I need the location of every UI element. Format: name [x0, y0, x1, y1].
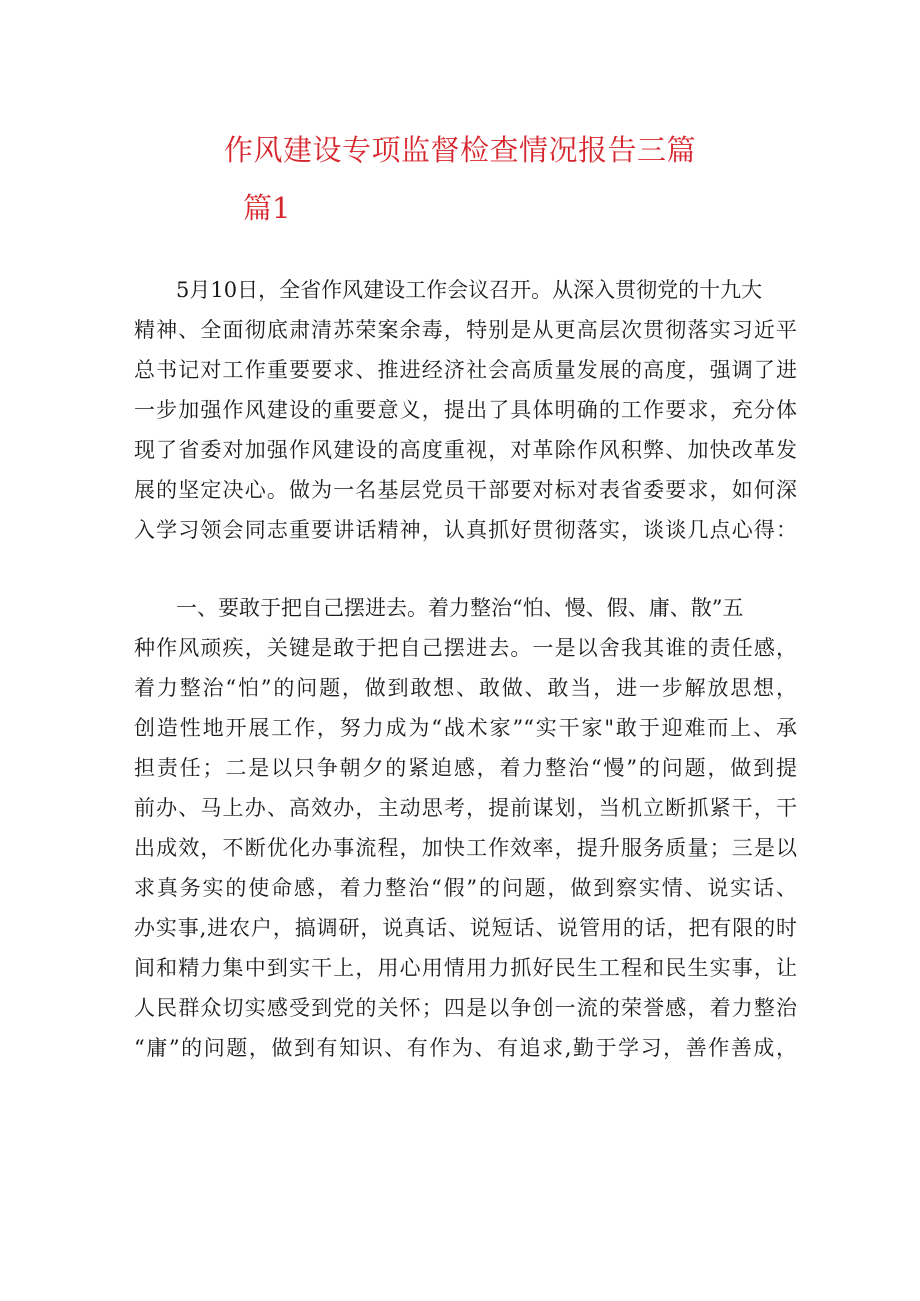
paragraph-line: 总书记对工作重要要求、推进经济社会高质量发展的高度，强调了进 [134, 358, 797, 382]
paragraph-line: 担责任；二是以只争朝夕的紧迫感，着力整治“慢”的问题，做到提 [134, 756, 797, 780]
paragraph-line: 间和精力集中到实干上，用心用情用力抓好民生工程和民生实事，让 [134, 956, 797, 980]
paragraph-line: 着力整治“怕”的问题，做到敢想、敢做、敢当，进一步解放思想， [134, 676, 797, 700]
paragraph-line: 办实事,进农户，搞调研，说真话、说短话、说管用的话，把有限的时 [134, 916, 797, 940]
paragraph-line: 出成效，不断优化办事流程，加快工作效率，提升服务质量；三是以 [134, 836, 797, 860]
paragraph-line: 人民群众切实感受到党的关怀；四是以争创一流的荣誉感，着力整治 [134, 996, 797, 1020]
document-title: 作风建设专项监督检查情况报告三篇 [223, 133, 696, 167]
paragraph-line: 精神、全面彻底肃清苏荣案余毒，特别是从更高层次贯彻落实习近平 [134, 318, 797, 342]
paragraph-line: 入学习领会同志重要讲话精神，认真抓好贯彻落实，谈谈几点心得： [134, 518, 797, 542]
paragraph-line: 求真务实的使命感，着力整治“假”的问题，做到察实情、说实话、 [134, 876, 797, 900]
paragraph-line: 一、要敢于把自己摆进去。着力整治“怕、慢、假、庸、散”五 [176, 596, 744, 620]
paragraph-line: 创造性地开展工作，努力成为“战术家”“实干家"敢于迎难而上、承 [134, 716, 797, 740]
paragraph-line: 5月10日，全省作风建设工作会议召开。从深入贯彻党的十九大 [176, 278, 763, 302]
paragraph-line: 前办、马上办、高效办，主动思考，提前谋划，当机立断抓紧干，干 [134, 796, 797, 820]
paragraph-line: 一步加强作风建设的重要意义，提出了具体明确的工作要求，充分体 [134, 398, 797, 422]
section-heading: 篇1 [243, 191, 291, 225]
paragraph-line: “庸”的问题，做到有知识、有作为、有追求,勤于学习，善作善成， [134, 1036, 797, 1060]
paragraph-line: 种作风顽疾，关键是敢于把自己摆进去。一是以舍我其谁的责任感， [134, 636, 797, 660]
paragraph-line: 展的坚定决心。做为一名基层党员干部要对标对表省委要求，如何深 [134, 478, 797, 502]
paragraph-line: 现了省委对加强作风建设的高度重视，对革除作风积弊、加快改革发 [134, 438, 797, 462]
